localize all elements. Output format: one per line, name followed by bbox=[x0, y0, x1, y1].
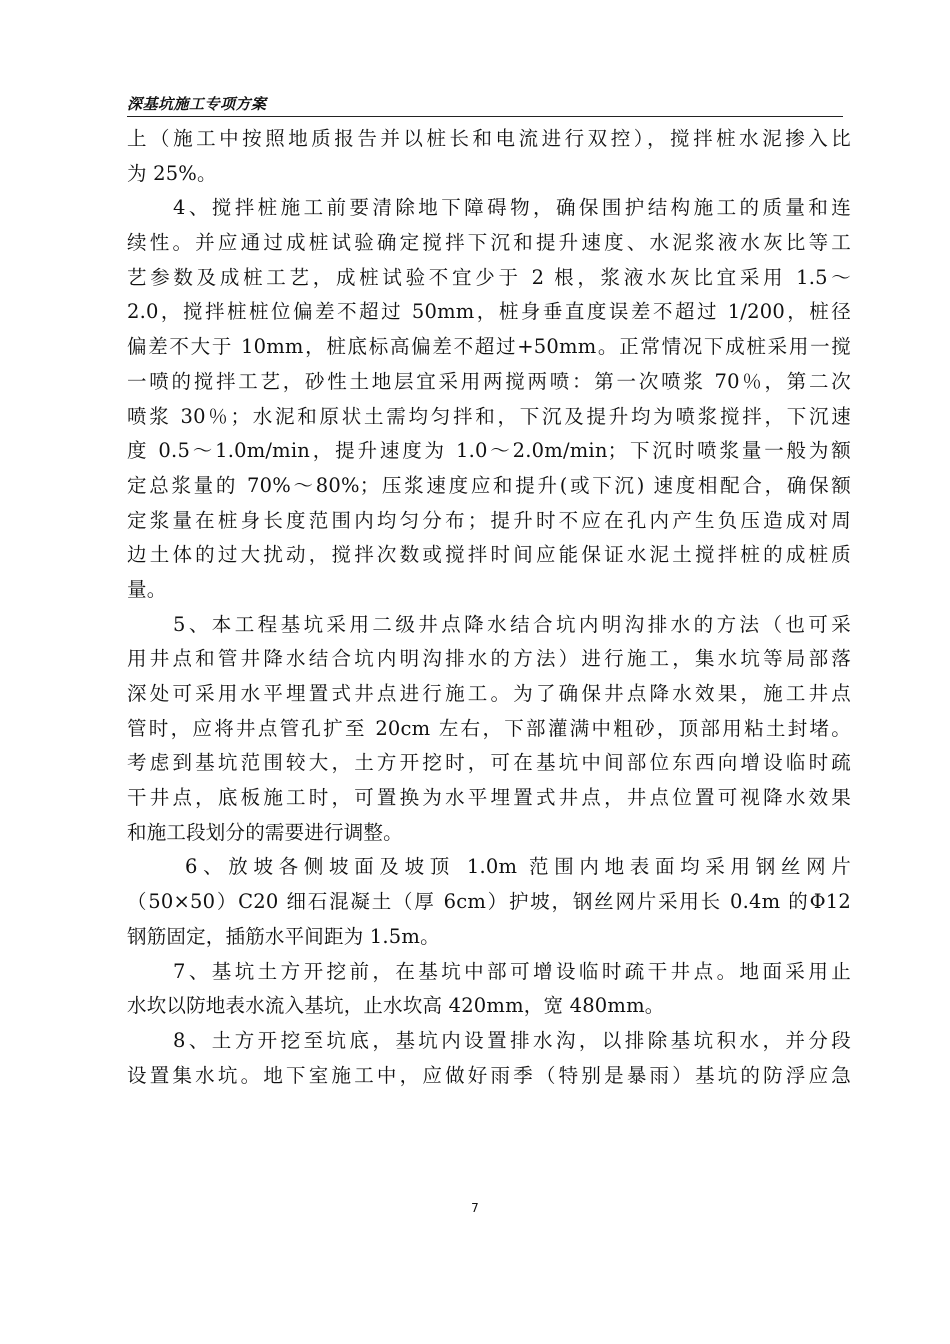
text-line: （50×50）C20 细石混凝土（厚 6cm）护坡，钢丝网片采用长 0.4m 的Φ12 bbox=[127, 890, 851, 914]
text-line: 深处可采用水平埋置式井点进行施工。为了确保井点降水效果，施工井点 bbox=[127, 682, 851, 705]
text-line: 偏差不大于 10mm，桩底标高偏差不超过+50mm。正常情况下成桩采用一搅 bbox=[127, 335, 851, 359]
paragraph-5-first-line: 5、本工程基坑采用二级井点降水结合坑内明沟排水的方法（也可采 bbox=[173, 612, 851, 636]
paragraph-8-first-line: 8、土方开挖至坑底，基坑内设置排水沟，以排除基坑积水，并分段 bbox=[173, 1028, 851, 1052]
page-header bbox=[127, 92, 843, 117]
text-line: 钢筋固定，插筋水平间距为 1.5m。 bbox=[127, 924, 440, 948]
text-line: 一喷的搅拌工艺，砂性土地层宜采用两搅两喷：第一次喷浆 70％，第二次 bbox=[127, 369, 851, 393]
text-line: 续性。并应通过成桩试验确定搅拌下沉和提升速度、水泥浆液水灰比等工 bbox=[127, 231, 851, 255]
text-line: 水坎以防地表水流入基坑，止水坎高 420mm，宽 480mm。 bbox=[127, 994, 665, 1018]
header-title: 深基坑施工专项方案 bbox=[127, 95, 267, 113]
text-line: 设置集水坑。地下室施工中，应做好雨季（特别是暴雨）基坑的防浮应急 bbox=[127, 1063, 851, 1087]
paragraph-7-first-line: 7、基坑土方开挖前，在基坑中部可增设临时疏干井点。地面采用止 bbox=[173, 959, 851, 983]
text-line: 和施工段划分的需要进行调整。 bbox=[127, 820, 403, 844]
paragraph-4-first-line: 4、搅拌桩施工前要清除地下障碍物，确保围护结构施工的质量和连 bbox=[173, 196, 851, 220]
text-line: 度 0.5～1.0m/min，提升速度为 1.0～2.0m/min；下沉时喷浆量一般为额 bbox=[127, 439, 851, 463]
paragraph-6-first-line: 6、放坡各侧坡面及坡顶 1.0m 范围内地表面均采用钢丝网片 bbox=[185, 855, 851, 879]
text-line: 考虑到基坑范围较大，土方开挖时，可在基坑中间部位东西向增设临时疏 bbox=[127, 751, 851, 775]
text-line: 干井点，底板施工时，可置换为水平埋置式井点，井点位置可视降水效果 bbox=[127, 786, 851, 810]
text-line: 2.0，搅拌桩桩位偏差不超过 50mm，桩身垂直度误差不超过 1/200，桩径 bbox=[127, 300, 851, 324]
text-line: 管时，应将井点管孔扩至 20cm 左右，下部灌满中粗砂，顶部用粘土封堵。 bbox=[127, 716, 851, 740]
text-line: 定总浆量的 70%～80%；压浆速度应和提升(或下沉) 速度相配合，确保额 bbox=[127, 473, 851, 497]
text-line: 用井点和管井降水结合坑内明沟排水的方法）进行施工，集水坑等局部落 bbox=[127, 647, 851, 671]
body-text bbox=[127, 122, 851, 1093]
text-line: 量。 bbox=[127, 577, 167, 601]
text-line: 定浆量在桩身长度范围内均匀分布；提升时不应在孔内产生负压造成对周 bbox=[127, 508, 851, 532]
text-line: 艺参数及成桩工艺，成桩试验不宜少于 2 根，浆液水灰比宜采用 1.5～ bbox=[127, 265, 851, 289]
page-number: 7 bbox=[471, 1201, 479, 1215]
text-line: 喷浆 30％；水泥和原状土需均匀拌和，下沉及提升均为喷浆搅拌，下沉速 bbox=[127, 404, 851, 428]
text-line: 为 25%。 bbox=[127, 161, 217, 185]
text-line: 上（施工中按照地质报告并以桩长和电流进行双控），搅拌桩水泥掺入比 bbox=[127, 127, 851, 150]
text-line: 边土体的过大扰动，搅拌次数或搅拌时间应能保证水泥土搅拌桩的成桩质 bbox=[127, 543, 851, 567]
